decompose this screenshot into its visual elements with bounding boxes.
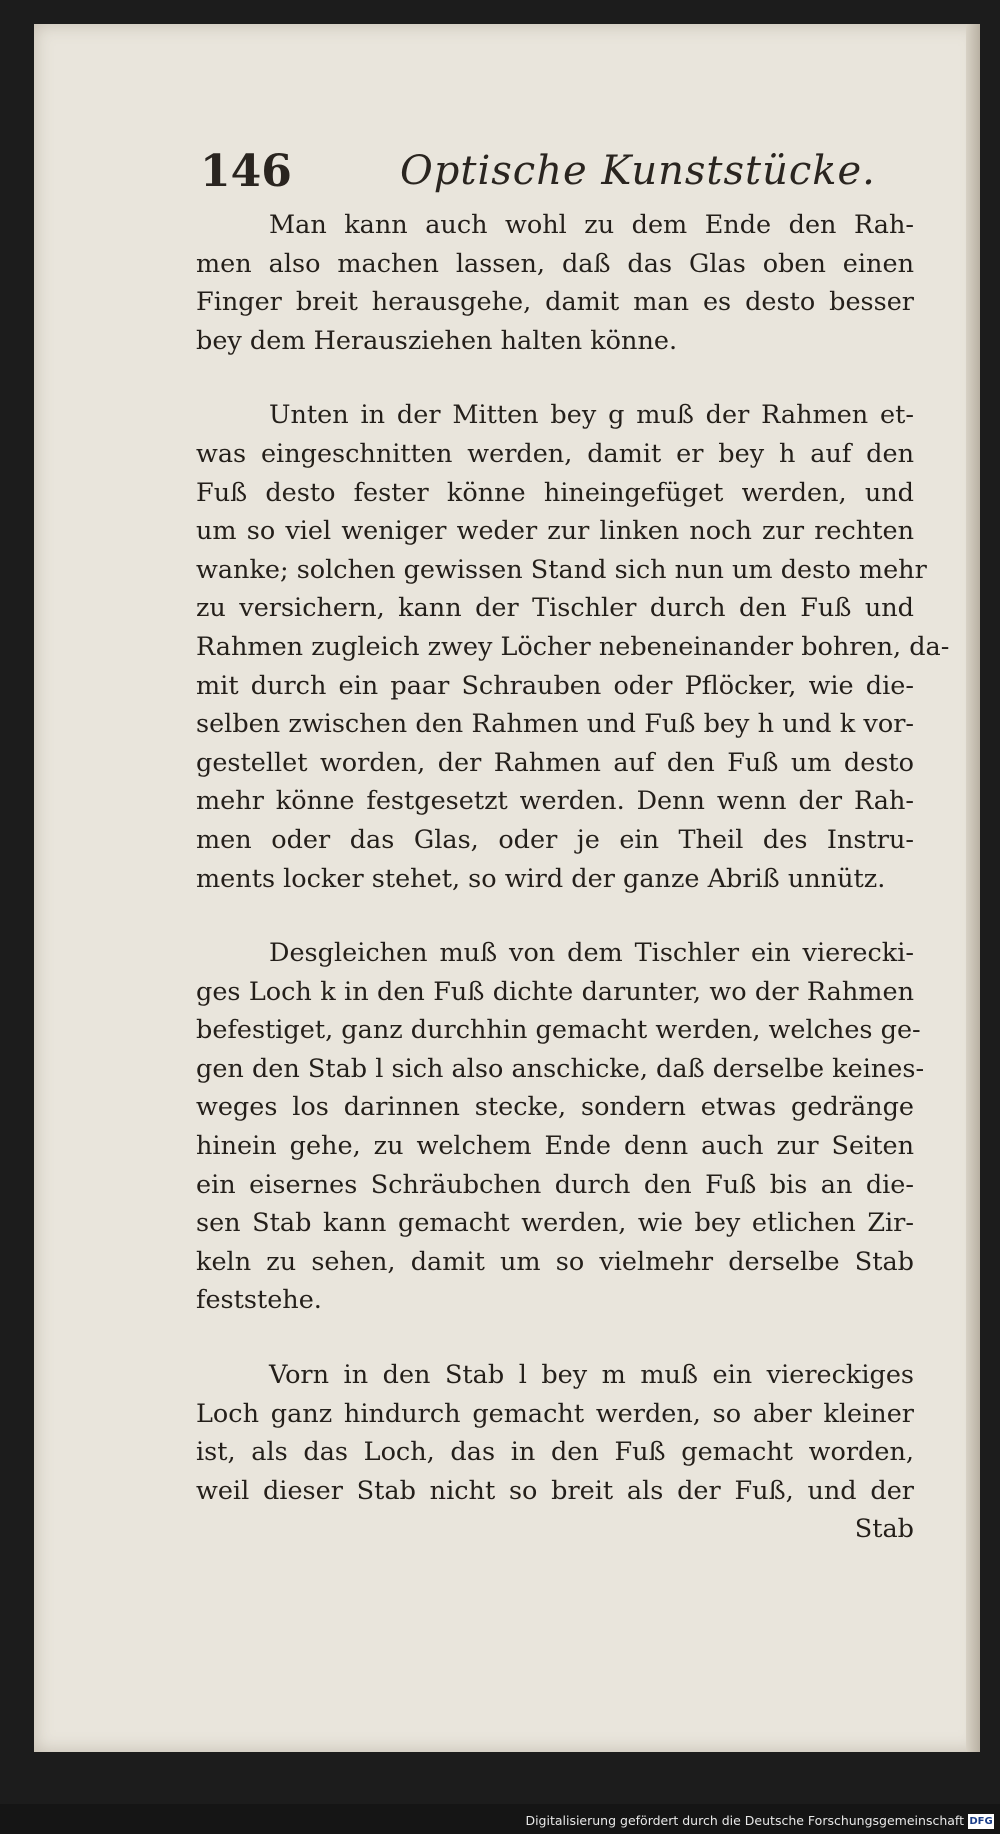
text-line: weges los darinnen stecke, sondern etwas gedränge <box>196 1092 914 1123</box>
text-line: sen Stab kann gemacht werden, wie bey etlichen Zir- <box>196 1208 914 1239</box>
text-line: Desgleichen muß von dem Tischler ein vierecki- <box>269 938 914 969</box>
catchword: Stab <box>854 1514 914 1545</box>
text-line: Vorn in den Stab l bey m muß ein viereckiges <box>269 1360 914 1391</box>
paragraph-3 <box>196 934 925 1320</box>
text-line: wanke; solchen gewissen Stand sich nun um desto mehr <box>196 554 927 585</box>
text-line: Unten in der Mitten bey g muß der Rahmen et- <box>269 400 914 431</box>
text-line: bey dem Herausziehen halten könne. <box>196 325 678 356</box>
text-line: keln zu sehen, damit um so vielmehr derselbe Stab <box>196 1246 914 1277</box>
page-number: 146 <box>200 146 292 197</box>
footer-bar <box>0 1804 1000 1834</box>
text-line: selben zwischen den Rahmen und Fuß bey h und k vor- <box>196 709 914 740</box>
dfg-logo: DFG <box>969 1816 993 1827</box>
text-line: ges Loch k in den Fuß dichte darunter, wo der Rahmen <box>196 976 914 1007</box>
text-line: was eingeschnitten werden, damit er bey h auf den <box>196 438 914 469</box>
text-line: ein eisernes Schräubchen durch den Fuß bis an die- <box>196 1169 914 1200</box>
page-header <box>200 146 900 206</box>
text-line: um so viel weniger weder zur linken noch zur rechten <box>196 516 914 547</box>
text-line: men also machen lassen, daß das Glas oben einen <box>196 248 914 279</box>
text-line: Man kann auch wohl zu dem Ende den Rah- <box>269 210 914 240</box>
text-line: weil dieser Stab nicht so breit als der Fuß, und der <box>196 1475 914 1506</box>
text-line: Rahmen zugleich zwey Löcher nebeneinander bohren, da- <box>196 631 950 662</box>
running-title: Optische Kunststücke. <box>400 148 876 194</box>
text-line: hinein gehe, zu welchem Ende denn auch zur Seiten <box>196 1131 914 1162</box>
text-line: feststehe. <box>196 1285 322 1316</box>
text-line: Fuß desto fester könne hineingefüget werden, und <box>196 477 914 508</box>
text-line: Finger breit herausgehe, damit man es desto besser <box>196 287 914 318</box>
text-line: mit durch ein paar Schrauben oder Pflöcker, wie die- <box>196 670 914 701</box>
paragraph-4 <box>196 1356 914 1549</box>
text-line: Loch ganz hindurch gemacht werden, so aber kleiner <box>196 1398 914 1429</box>
text-line: gen den Stab l sich also anschicke, daß derselbe keines- <box>196 1053 925 1084</box>
text-line: ist, als das Loch, das in den Fuß gemacht worden, <box>196 1437 914 1468</box>
paragraph-2 <box>196 396 950 898</box>
text-line: befestiget, ganz durchhin gemacht werden, welches ge- <box>196 1015 921 1046</box>
text-line: ments locker stehet, so wird der ganze Abriß unnütz. <box>196 863 886 894</box>
footer-credit: Digitalisierung gefördert durch die Deutsche Forschungsgemeinschaft <box>525 1813 964 1828</box>
body-text <box>196 206 950 1549</box>
text-line: men oder das Glas, oder je ein Theil des Instru- <box>196 824 914 855</box>
text-line: gestellet worden, der Rahmen auf den Fuß um desto <box>196 747 914 778</box>
text-line: zu versichern, kann der Tischler durch den Fuß und <box>196 593 914 624</box>
page-edge <box>966 24 980 1752</box>
text-line: mehr könne festgesetzt werden. Denn wenn der Rah- <box>196 786 914 817</box>
paragraph-1 <box>196 206 914 360</box>
